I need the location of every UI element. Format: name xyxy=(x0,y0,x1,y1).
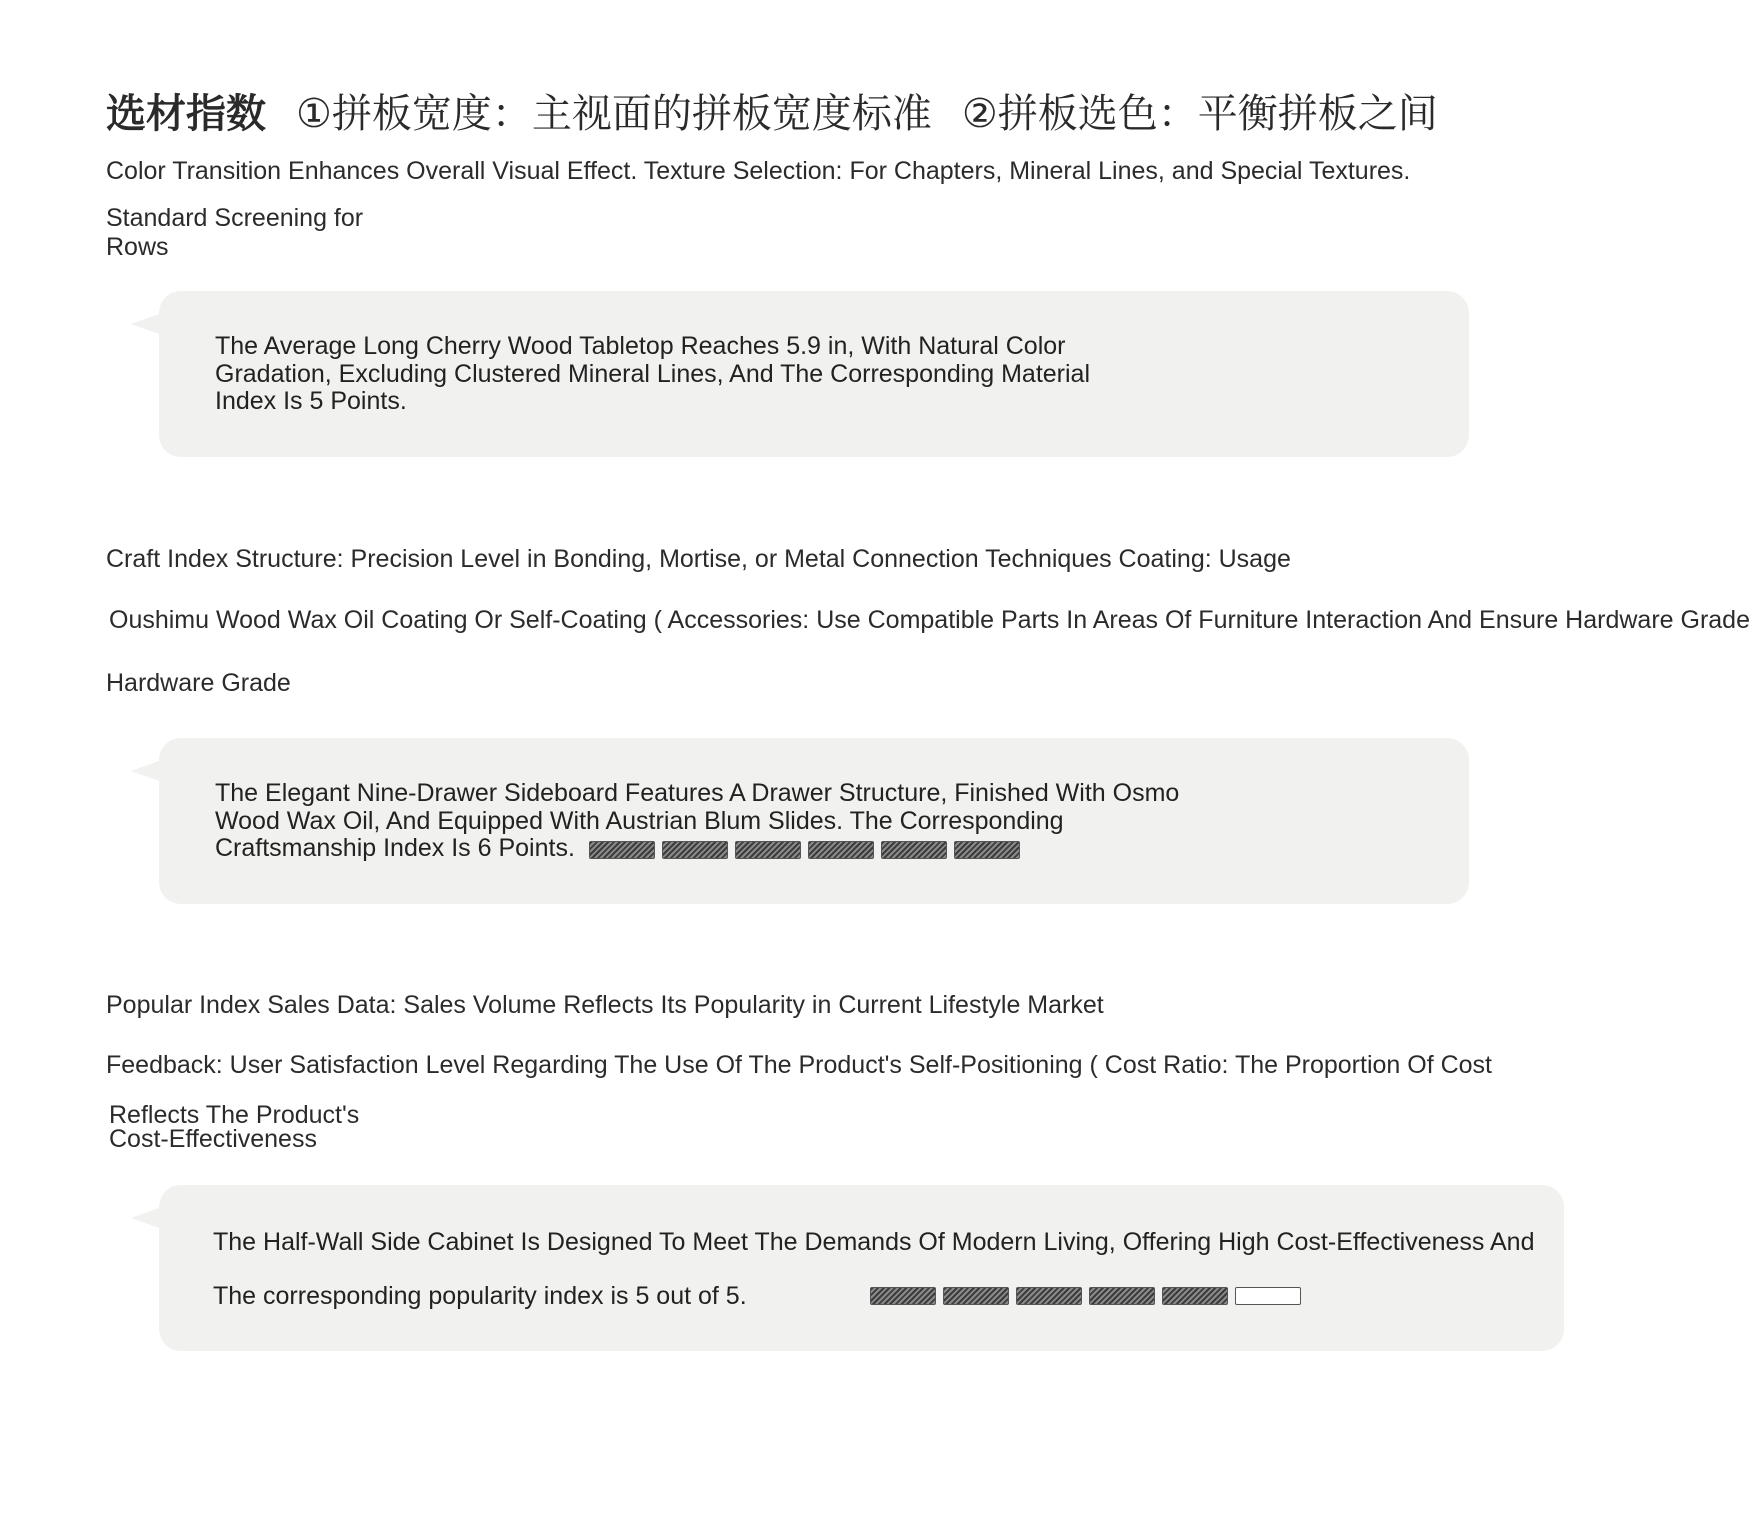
popular-rating-bars xyxy=(863,1287,1301,1305)
craft-line-2: Oushimu Wood Wax Oil Coating Or Self-Coating ( Accessories: Use Compatible Parts In Areas Of Furniture Interaction And Ensure Hardware Grade xyxy=(109,606,1750,634)
rating-bar-filled xyxy=(954,841,1020,859)
popular-example-line-1: The Half-Wall Side Cabinet Is Designed To Meet The Demands Of Modern Living, Offering High Cost-Effectiveness And xyxy=(213,1228,1535,1256)
material-example-text: The Average Long Cherry Wood Tabletop Reaches 5.9 in, With Natural Color Gradation, Excluding Clustered Mineral Lines, And The Corresponding Material Index Is 5 Points. xyxy=(215,332,1091,415)
rating-bar-filled xyxy=(943,1287,1009,1305)
rating-bar-filled xyxy=(870,1287,936,1305)
popular-line-2: Feedback: User Satisfaction Level Regarding The Use Of The Product's Self-Positioning ( Cost Ratio: The Proportion Of Cost xyxy=(106,1051,1492,1079)
material-line-2: Standard Screening for Rows xyxy=(106,204,364,261)
bubble-tail xyxy=(131,1208,159,1228)
rating-bar-filled xyxy=(662,841,728,859)
title-item-1: ①拼板宽度：主视面的拼板宽度标准 xyxy=(296,91,932,137)
rating-bar-filled xyxy=(1089,1287,1155,1305)
craft-line-1: Craft Index Structure: Precision Level in Bonding, Mortise, or Metal Connection Techniques Coating: Usage xyxy=(106,545,1291,573)
title-item-2: ②拼板选色：平衡拼板之间 xyxy=(961,91,1438,137)
rating-bar-filled xyxy=(735,841,801,859)
popular-line-3: Reflects The Product's Cost-Effectiveness xyxy=(109,1101,360,1153)
craft-line-3: Hardware Grade xyxy=(106,669,291,697)
popular-example-bubble xyxy=(159,1185,1564,1351)
craft-example-bubble xyxy=(159,738,1469,904)
rating-bar-filled xyxy=(1162,1287,1228,1305)
rating-bar-filled xyxy=(589,841,655,859)
popular-example-line-2: The corresponding popularity index is 5 out of 5. xyxy=(213,1282,747,1310)
rating-bar-filled xyxy=(808,841,874,859)
page-title xyxy=(106,86,1468,142)
material-line-1: Color Transition Enhances Overall Visual Effect. Texture Selection: For Chapters, Mineral Lines, and Special Textures. xyxy=(106,157,1411,185)
material-example-bubble xyxy=(159,291,1469,457)
popular-line-1: Popular Index Sales Data: Sales Volume Reflects Its Popularity in Current Lifestyle Market xyxy=(106,991,1104,1019)
craft-example-text xyxy=(215,780,1215,863)
bubble-tail xyxy=(131,761,159,781)
title-lead: 选材指数 xyxy=(106,91,266,137)
rating-bar-filled xyxy=(1016,1287,1082,1305)
craft-rating-bars xyxy=(582,836,1020,864)
rating-bar-filled xyxy=(881,841,947,859)
bubble-tail xyxy=(131,314,159,334)
rating-bar-empty xyxy=(1235,1287,1301,1305)
craft-example-sentence: The Elegant Nine-Drawer Sideboard Features A Drawer Structure, Finished With Osmo Wood Wax Oil, And Equipped With Austrian Blum Slides. The Corresponding Craftsmanship Index Is 6 Points. xyxy=(215,779,1180,862)
